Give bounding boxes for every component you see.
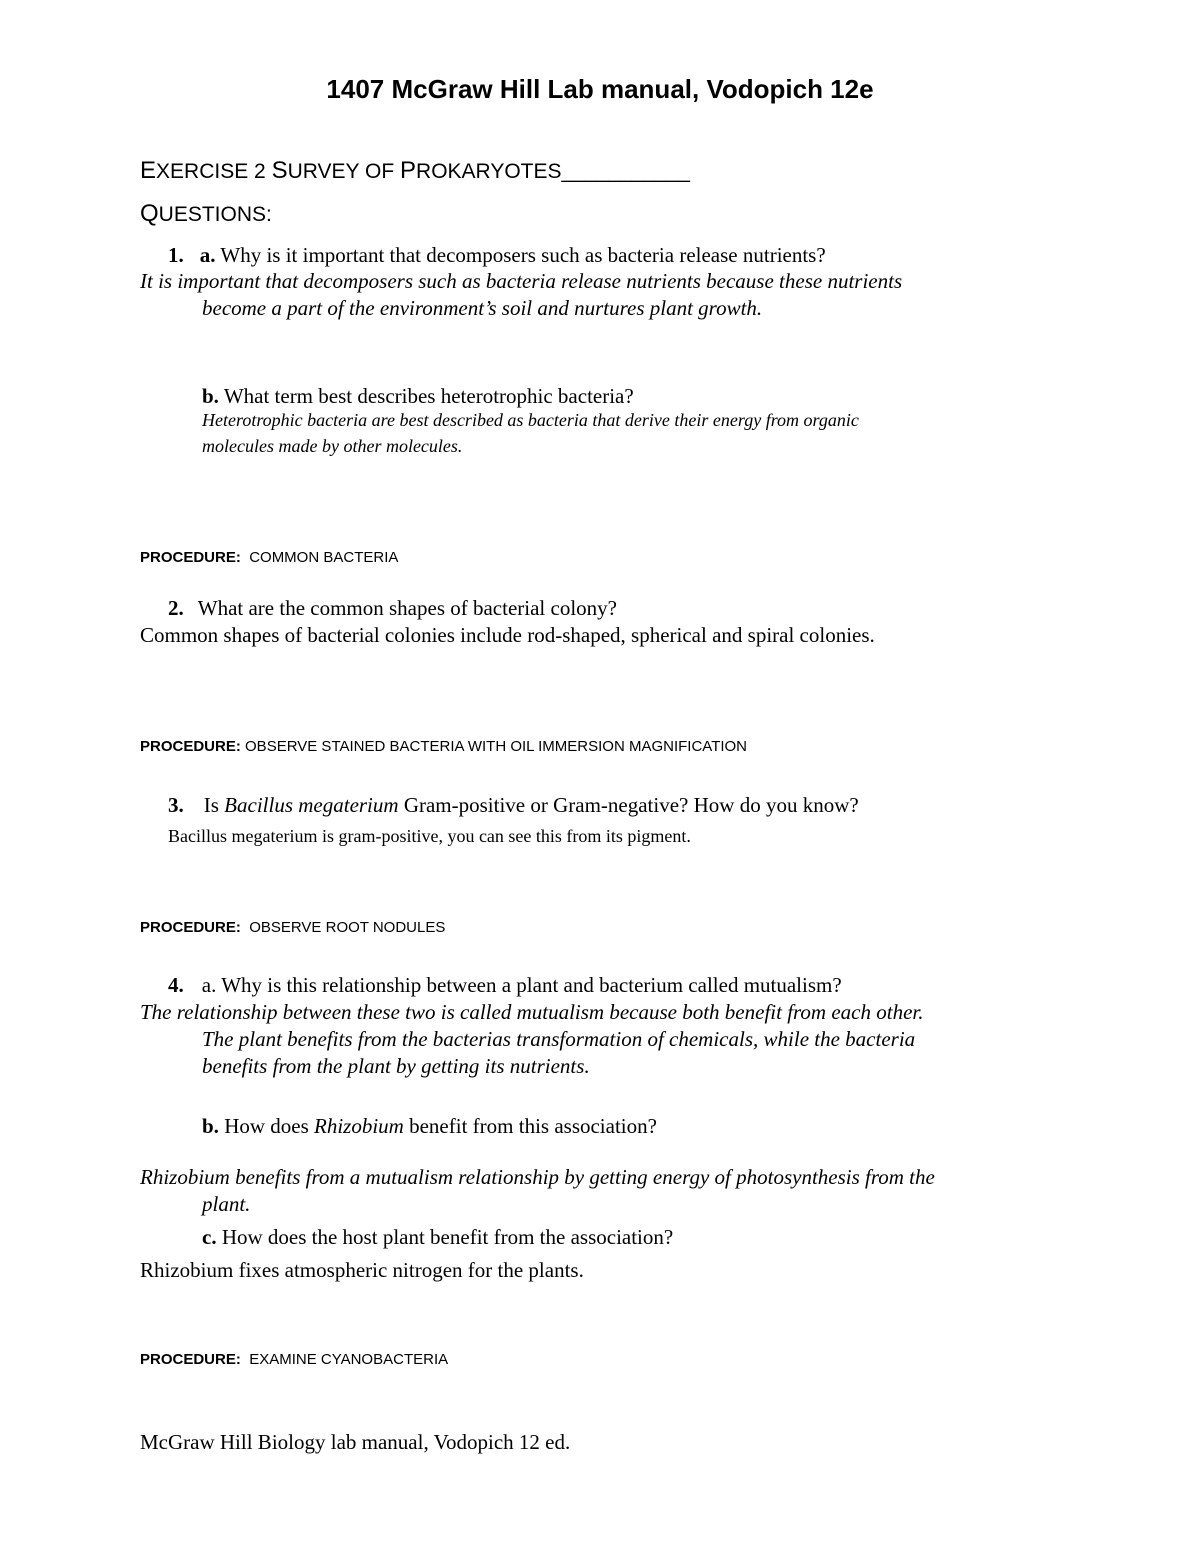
exercise-initial: P	[400, 157, 417, 184]
procedure-label: PROCEDURE:	[140, 1351, 241, 1368]
question-text: How does	[224, 1114, 315, 1138]
question-1a	[168, 243, 826, 268]
answer-3: Bacillus megaterium is gram-positive, you can see this from its pigment.	[168, 826, 691, 846]
questions-word: UESTIONS:	[158, 203, 272, 226]
procedure-root-nodules	[140, 919, 445, 936]
answer-1b-line1: Heterotrophic bacteria are best described as bacteria that derive their energy from organic	[202, 410, 859, 430]
answer-4c: Rhizobium fixes atmospheric nitrogen for the plants.	[140, 1258, 584, 1282]
procedure-label: PROCEDURE:	[140, 549, 241, 566]
answer-4a-line2: The plant benefits from the bacterias transformation of chemicals, while the bacteria	[202, 1027, 916, 1051]
subquestion-label: b.	[202, 1114, 219, 1138]
subquestion-label: b.	[202, 384, 219, 408]
answer-4b-line2: plant.	[202, 1192, 251, 1216]
question-number: 4.	[168, 973, 184, 997]
page-title: 1407 McGraw Hill Lab manual, Vodopich 12e	[326, 74, 874, 104]
questions-initial: Q	[140, 200, 159, 227]
procedure-oil-immersion	[140, 738, 747, 755]
question-text: Gram-positive or Gram-negative? How do you know?	[398, 793, 859, 817]
question-2	[168, 596, 617, 621]
answer-2: Common shapes of bacterial colonies include rod-shaped, spherical and spiral colonies.	[140, 623, 875, 647]
question-text: a. Why is this relationship between a plant and bacterium called mutualism?	[201, 973, 842, 997]
exercise-word: ROKARYOTES___________	[416, 160, 690, 183]
procedure-text: COMMON BACTERIA	[249, 549, 399, 566]
footer-citation: McGraw Hill Biology lab manual, Vodopich 12 ed.	[140, 1430, 571, 1454]
procedure-common-bacteria	[140, 549, 398, 566]
procedure-text: OBSERVE STAINED BACTERIA WITH OIL IMMERSION MAGNIFICATION	[245, 738, 748, 755]
question-text: What term best describes heterotrophic bacteria?	[223, 384, 634, 408]
question-text: What are the common shapes of bacterial colony?	[197, 596, 617, 620]
species-name: Rhizobium	[314, 1114, 404, 1138]
answer-4b-line1: Rhizobium benefits from a mutualism relationship by getting energy of photosynthesis from the	[140, 1165, 935, 1189]
procedure-text: OBSERVE ROOT NODULES	[249, 919, 446, 936]
question-number: 1.	[168, 243, 184, 267]
question-1b	[202, 384, 634, 409]
answer-4a-line3: benefits from the plant by getting its nutrients.	[202, 1054, 590, 1078]
question-text: Is	[203, 793, 225, 817]
question-number: 3.	[168, 793, 184, 817]
procedure-label: PROCEDURE:	[140, 738, 241, 755]
question-3	[168, 793, 859, 818]
question-text: How does the host plant benefit from the association?	[221, 1225, 674, 1249]
exercise-word: XERCISE 2	[156, 160, 272, 183]
answer-1a-line2: become a part of the environment’s soil and nurtures plant growth.	[202, 296, 763, 320]
exercise-heading	[140, 157, 690, 185]
subquestion-label: a.	[199, 243, 216, 267]
questions-heading	[140, 200, 272, 228]
question-4b	[202, 1114, 657, 1139]
question-text: benefit from this association?	[403, 1114, 657, 1138]
question-text: Why is it important that decomposers such as bacteria release nutrients?	[220, 243, 826, 267]
procedure-text: EXAMINE CYANOBACTERIA	[249, 1351, 449, 1368]
question-number: 2.	[168, 596, 184, 620]
exercise-word: URVEY OF	[287, 160, 401, 183]
answer-1b-line2: molecules made by other molecules.	[202, 436, 463, 456]
exercise-initial: E	[140, 157, 157, 184]
subquestion-label: c.	[202, 1225, 217, 1249]
question-4c	[202, 1225, 673, 1250]
exercise-initial: S	[271, 157, 288, 184]
answer-1a-line1: It is important that decomposers such as bacteria release nutrients because these nutrients	[140, 269, 903, 293]
procedure-cyanobacteria	[140, 1351, 448, 1368]
answer-4a-line1: The relationship between these two is called mutualism because both benefit from each other.	[140, 1000, 924, 1024]
procedure-label: PROCEDURE:	[140, 919, 241, 936]
question-4a	[168, 973, 842, 998]
species-name: Bacillus megaterium	[224, 793, 399, 817]
